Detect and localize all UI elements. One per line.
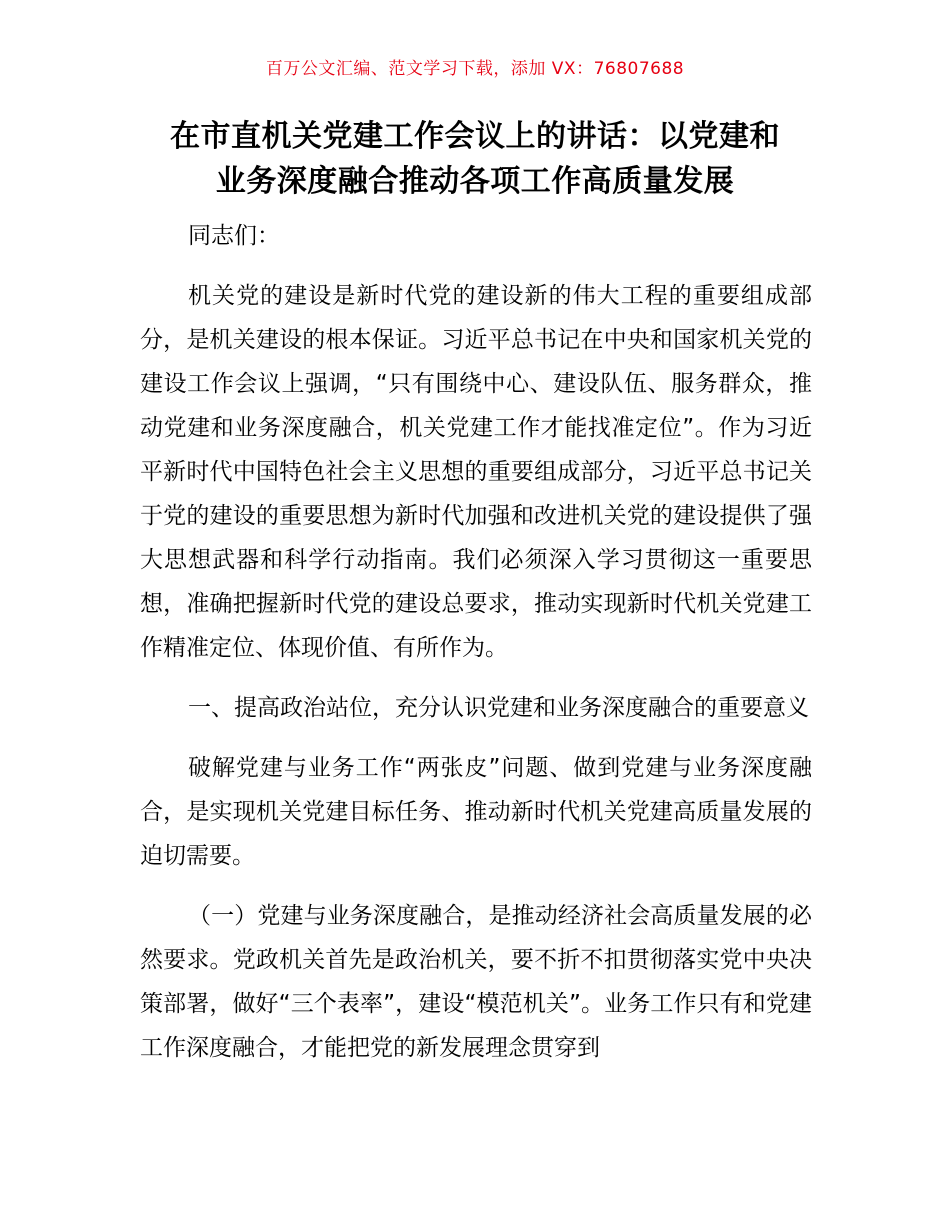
document-title: [60, 114, 890, 204]
paragraph-subsection-1: （一）党建与业务深度融合，是推动经济社会高质量发展的必然要求。党政机关首先是政治机关，要不折不扣贯彻落实党中央决策部署，做好“三个表率”，建设“模范机关”。业务工作只有和党建工作深度融合，才能把党的新发展理念贯穿到: [140, 903, 812, 1061]
greeting: 同志们：: [188, 223, 280, 249]
document-body: [140, 214, 812, 1070]
watermark-header: 百万公文汇编、范文学习下载，添加 VX：76807688: [265, 59, 685, 79]
title-line-2: 业务深度融合推动各项工作高质量发展: [215, 164, 735, 199]
section-heading-1: 一、提高政治站位，充分认识党建和业务深度融合的重要意义: [188, 695, 809, 721]
paragraph-intro: 机关党的建设是新时代党的建设新的伟大工程的重要组成部分，是机关建设的根本保证。习近平总书记在中央和国家机关党的建设工作会议上强调，“只有围绕中心、建设队伍、服务群众，推动党建和业务深度融合，机关党建工作才能找准定位”。作为习近平新时代中国特色社会主义思想的重要组成部分，习近平总书记关于党的建设的重要思想为新时代加强和改进机关党的建设提供了强大思想武器和科学行动指南。我们必须深入学习贯彻这一重要思想，准确把握新时代党的建设总要求，推动实现新时代机关党建工作精准定位、体现价值、有所作为。: [140, 283, 812, 661]
title-line-1: 在市直机关党建工作会议上的讲话：以党建和: [170, 119, 780, 154]
paragraph-section-1: 破解党建与业务工作“两张皮”问题、做到党建与业务深度融合，是实现机关党建目标任务、推动新时代机关党建高质量发展的迫切需要。: [140, 755, 812, 869]
